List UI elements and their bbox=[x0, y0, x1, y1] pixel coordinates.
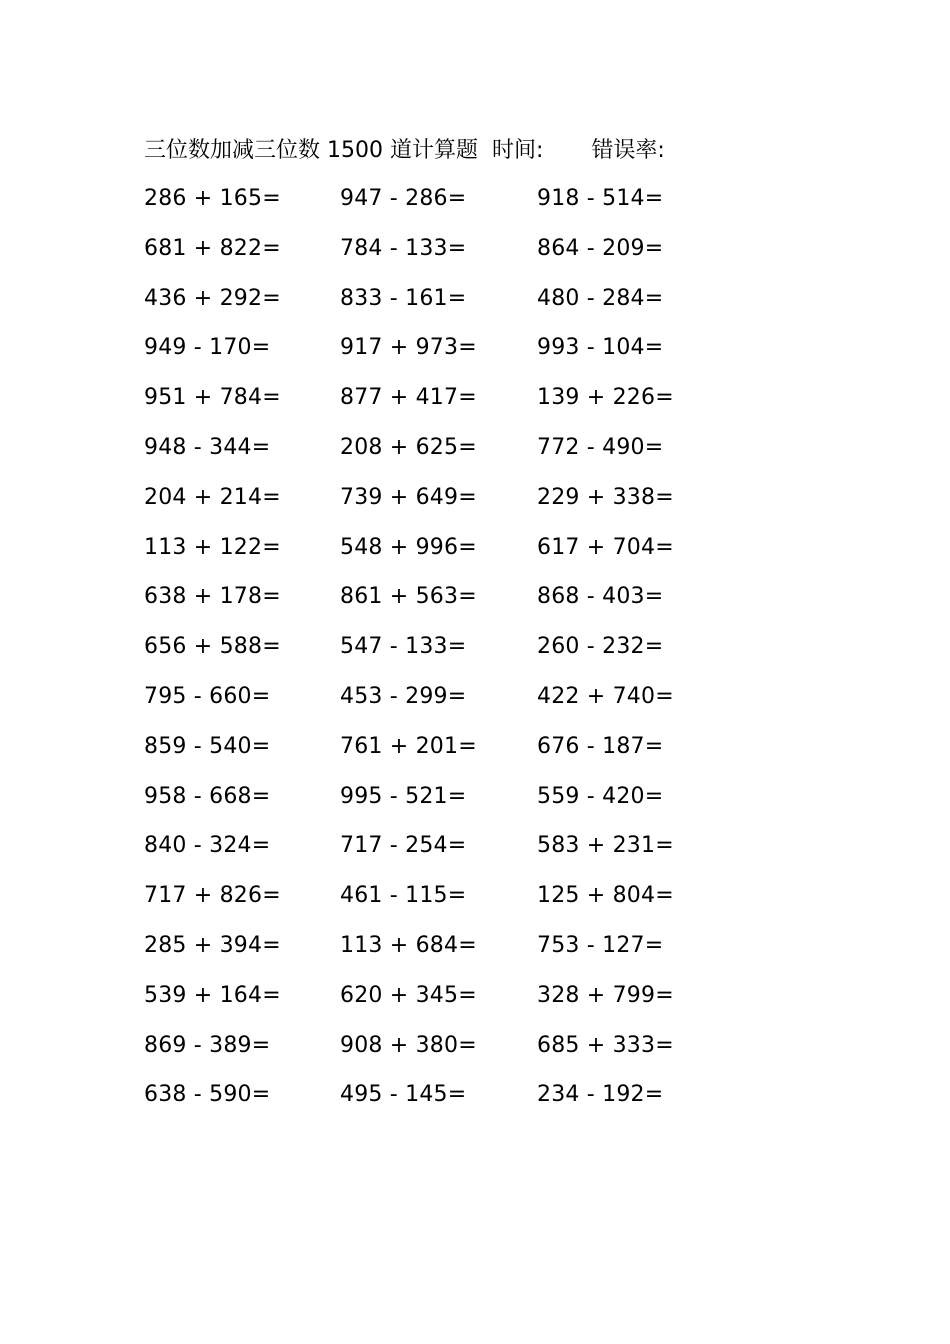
problem-item: 125 + 804= bbox=[537, 883, 674, 909]
problem-item: 328 + 799= bbox=[537, 982, 674, 1008]
problem-item: 908 + 380= bbox=[340, 1032, 477, 1058]
problem-row bbox=[144, 780, 744, 830]
problem-row bbox=[144, 282, 744, 332]
problem-item: 113 + 684= bbox=[340, 932, 477, 958]
problem-item: 113 + 122= bbox=[144, 534, 281, 560]
problem-row bbox=[144, 580, 744, 630]
problem-item: 753 - 127= bbox=[537, 932, 664, 958]
problem-row bbox=[144, 979, 744, 1029]
problem-item: 917 + 973= bbox=[340, 335, 477, 361]
problem-row bbox=[144, 1078, 744, 1128]
problem-item: 947 - 286= bbox=[340, 186, 467, 211]
problem-item: 638 - 590= bbox=[144, 1082, 271, 1108]
problem-item: 583 + 231= bbox=[537, 833, 674, 859]
problem-item: 859 - 540= bbox=[144, 733, 271, 759]
worksheet-header bbox=[144, 134, 665, 168]
problem-row bbox=[144, 1029, 744, 1079]
problem-item: 676 - 187= bbox=[537, 733, 664, 759]
problem-item: 833 - 161= bbox=[340, 285, 467, 311]
problem-row bbox=[144, 182, 744, 232]
time-label: 时间: bbox=[491, 138, 544, 163]
problem-item: 685 + 333= bbox=[537, 1032, 674, 1058]
problem-item: 234 - 192= bbox=[537, 1082, 664, 1108]
problem-item: 139 + 226= bbox=[537, 385, 674, 411]
problem-item: 861 + 563= bbox=[340, 584, 477, 610]
problem-row bbox=[144, 431, 744, 481]
problem-item: 229 + 338= bbox=[537, 484, 674, 510]
problem-item: 918 - 514= bbox=[537, 186, 664, 211]
problem-item: 717 + 826= bbox=[144, 883, 281, 909]
problem-row bbox=[144, 381, 744, 431]
problem-row bbox=[144, 232, 744, 282]
problem-item: 717 - 254= bbox=[340, 833, 467, 859]
problem-row bbox=[144, 630, 744, 680]
problem-item: 495 - 145= bbox=[340, 1082, 467, 1108]
problem-item: 617 + 704= bbox=[537, 534, 674, 560]
problem-row bbox=[144, 730, 744, 780]
problem-item: 204 + 214= bbox=[144, 484, 281, 510]
problem-item: 620 + 345= bbox=[340, 982, 477, 1008]
problem-item: 638 + 178= bbox=[144, 584, 281, 610]
problem-item: 795 - 660= bbox=[144, 683, 271, 709]
problem-row bbox=[144, 331, 744, 381]
problem-item: 949 - 170= bbox=[144, 335, 271, 361]
problem-grid bbox=[144, 182, 744, 1128]
problem-item: 958 - 668= bbox=[144, 783, 271, 809]
problem-row bbox=[144, 531, 744, 581]
problem-item: 453 - 299= bbox=[340, 683, 467, 709]
problem-item: 784 - 133= bbox=[340, 235, 467, 261]
problem-row bbox=[144, 829, 744, 879]
problem-item: 461 - 115= bbox=[340, 883, 467, 909]
problem-item: 547 - 133= bbox=[340, 634, 467, 660]
problem-item: 951 + 784= bbox=[144, 385, 281, 411]
problem-item: 868 - 403= bbox=[537, 584, 664, 610]
problem-item: 948 - 344= bbox=[144, 434, 271, 460]
problem-item: 260 - 232= bbox=[537, 634, 664, 660]
problem-row bbox=[144, 680, 744, 730]
problem-row bbox=[144, 879, 744, 929]
problem-row bbox=[144, 481, 744, 531]
problem-item: 286 + 165= bbox=[144, 186, 281, 211]
error-rate-label: 错误率: bbox=[591, 138, 665, 163]
problem-item: 993 - 104= bbox=[537, 335, 664, 361]
problem-item: 840 - 324= bbox=[144, 833, 271, 859]
problem-item: 864 - 209= bbox=[537, 235, 664, 261]
problem-item: 559 - 420= bbox=[537, 783, 664, 809]
problem-item: 995 - 521= bbox=[340, 783, 467, 809]
problem-row bbox=[144, 929, 744, 979]
problem-item: 877 + 417= bbox=[340, 385, 477, 411]
problem-item: 772 - 490= bbox=[537, 434, 664, 460]
problem-item: 548 + 996= bbox=[340, 534, 477, 560]
problem-item: 656 + 588= bbox=[144, 634, 281, 660]
problem-item: 869 - 389= bbox=[144, 1032, 271, 1058]
problem-item: 739 + 649= bbox=[340, 484, 477, 510]
problem-item: 539 + 164= bbox=[144, 982, 281, 1008]
worksheet-title: 三位数加减三位数 1500 道计算题 bbox=[144, 138, 478, 163]
problem-item: 208 + 625= bbox=[340, 434, 477, 460]
problem-item: 285 + 394= bbox=[144, 932, 281, 958]
problem-item: 761 + 201= bbox=[340, 733, 477, 759]
problem-item: 480 - 284= bbox=[537, 285, 664, 311]
problem-item: 436 + 292= bbox=[144, 285, 281, 311]
problem-item: 681 + 822= bbox=[144, 235, 281, 261]
problem-item: 422 + 740= bbox=[537, 683, 674, 709]
